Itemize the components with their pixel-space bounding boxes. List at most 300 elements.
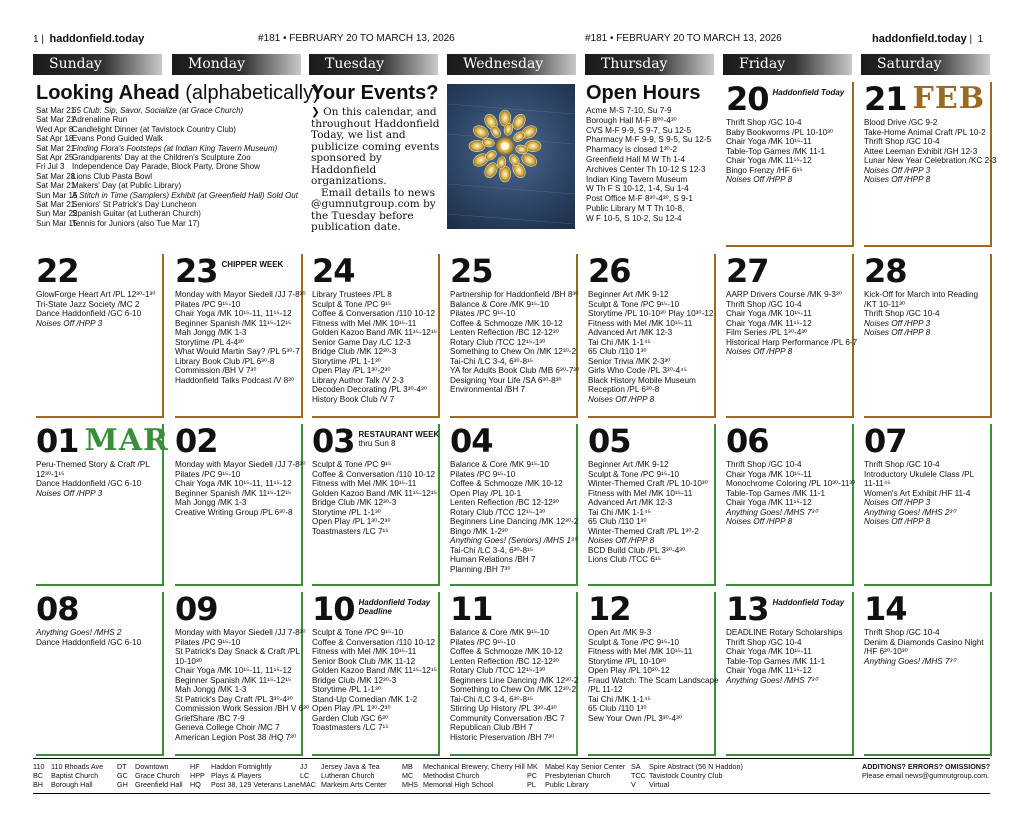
event-item: Noises Off /HPP 3 (36, 488, 103, 498)
legend-entry (402, 780, 525, 789)
day-number: 25 (450, 252, 493, 290)
event-item: Fraud Watch: The Scam Landscape (588, 675, 719, 685)
day-heading (312, 254, 438, 288)
event-item: Golden Kazoo Band /MK 11¹⁵-12¹⁵ (312, 666, 437, 675)
event-list (864, 628, 990, 666)
event-item: History Book Club /V 7 (312, 394, 395, 404)
event-item: Rotary Club /TCC 12¹⁵-1³⁰ (450, 666, 546, 675)
event-item: Community Conversation /BC 7 (450, 713, 565, 723)
your-events-body: ❯ On this calendar, and throughout Haddonfield Today, we list and publicize coming events sponsored by Haddonfield organizations. (311, 106, 440, 187)
event-item: Bridge Club /MK 12³⁰-3 (312, 347, 397, 356)
legend-place: Spire Abstract (56 N Haddon) (649, 762, 743, 771)
event-title: Adrenaline Run (72, 115, 128, 125)
event-item: Thrift Shop /GC 10-4 (726, 299, 802, 309)
looking-ahead-subtitle: (alphabetically) (185, 82, 320, 104)
page-number: 1 (33, 34, 39, 45)
event-item: Storytime /PL 1-1³⁰ (312, 356, 381, 366)
day-tag: RESTAURANT WEEK thru Sun 8 (358, 430, 440, 448)
legend-place: Memorial High School (423, 780, 494, 789)
event-item: Historic Preservation /BH 7³⁰ (450, 732, 555, 742)
event-item: Noises Off /HPP 8 (588, 536, 655, 545)
day-cell-13 (726, 592, 854, 756)
event-item: 65 Club /110 1³⁰ (588, 517, 647, 526)
event-item: Table-Top Games /MK 11-1 (726, 488, 826, 498)
day-heading (36, 592, 162, 626)
legend-entry (527, 762, 625, 771)
event-item: What Would Martin Say? /PL 5³⁰-7 (175, 347, 300, 356)
day-cell-03 (312, 424, 440, 586)
legend-column (33, 762, 103, 789)
event-date: Sat Mar 21 (36, 143, 76, 153)
event-date: Sat Mar 21 (36, 115, 76, 125)
month-label: MAR (84, 423, 169, 458)
legend-entry (300, 780, 387, 789)
legend-entry (402, 771, 525, 780)
event-item: Beginners Line Dancing /MK 12³⁰-2 (450, 517, 579, 526)
day-cell-28 (864, 254, 992, 418)
event-item: Noises Off /HPP 3 (864, 498, 931, 507)
day-number: 20 (726, 80, 769, 118)
event-item: DEADLINE Rotary Scholarships (726, 628, 843, 637)
day-heading (726, 424, 852, 458)
event-item: Pilates /PC 9¹⁵-10 (450, 637, 516, 647)
event-item: Creative Writing Group /PL 6³⁰-8 (175, 507, 293, 517)
day-tag: Haddonfield Today Deadline (358, 598, 431, 616)
legend-column (402, 762, 525, 789)
event-item: Monochrome Coloring /PL 10³⁰-11³⁰ (726, 479, 856, 488)
legend-place: Greenfield Hall (135, 780, 183, 789)
legend-place: Borough Hall (51, 780, 93, 789)
legend-place: Public Library (545, 780, 589, 789)
event-item: Republican Club /BH 7 (450, 723, 533, 732)
legend-entry (402, 762, 525, 771)
day-cell-10 (312, 592, 440, 756)
legend-code: MC (402, 771, 414, 780)
event-item: Beginner Spanish /MK 11¹⁵-12¹⁵ (175, 318, 292, 328)
event-item: Toastmasters /LC 7¹⁵ (312, 526, 389, 536)
event-item: Chair Yoga /MK 11¹⁵-12 (726, 666, 812, 675)
event-item: Blood Drive /GC 9-2 (864, 118, 938, 127)
event-item: Sew Your Own /PL 3³⁰-4³⁰ (588, 713, 683, 723)
day-header-friday: Friday (723, 54, 852, 75)
legend-code: BH (33, 780, 43, 789)
event-item: Thrift Shop /GC 10-4 (864, 137, 940, 146)
open-hours-item: Borough Hall M-F 8⁰⁰-4³⁰ (586, 115, 677, 125)
event-item: Designing Your Life /SA 6³⁰-8³⁰ (450, 375, 562, 385)
day-heading (450, 254, 576, 288)
day-number: 23 (175, 252, 218, 290)
additions-title: ADDITIONS? ERRORS? OMISSIONS? (862, 762, 991, 771)
legend-entry (527, 771, 625, 780)
legend-code: MHS (402, 780, 418, 789)
legend-code: DT (117, 762, 127, 771)
legend-entry (300, 771, 387, 780)
legend-column (300, 762, 387, 789)
event-item: Sculpt & Tone /PC 9¹⁵ (312, 299, 392, 309)
event-item: Tai Chi /MK 1-1⁴⁵ (588, 694, 651, 704)
event-item: Tai Chi /MK 1-1⁴⁵ (588, 337, 651, 347)
event-item: Beginner Spanish /MK 11¹⁵-12¹⁵ (175, 675, 292, 685)
event-item: Fitness with Mel /MK 10¹⁵-11 (312, 647, 417, 656)
event-item: Noises Off /HPP 3 (864, 318, 931, 328)
event-item: Baby Bookworms /PL 10-10³⁰ (726, 127, 834, 137)
day-heading (864, 254, 990, 288)
day-number: 06 (726, 422, 769, 460)
day-number: 09 (175, 590, 218, 628)
event-item: Commission /BH V 7³⁰ (175, 366, 257, 375)
event-item: AARP Drivers Course /MK 9-3³⁰ (726, 290, 842, 299)
event-item: Chair Yoga /MK 10¹⁵-11, 11¹⁵-12 (175, 309, 292, 318)
day-heading (726, 82, 852, 116)
legend-place: Post 38, 129 Veterans Lane (211, 780, 300, 789)
event-item: Tai-Chi /LC 3-4, 6³⁰-8¹⁵ (450, 545, 534, 555)
event-item: Advanced Art /MK 12-3 (588, 328, 673, 337)
event-list (588, 460, 714, 565)
event-title: 65 Club: Sip, Savor, Socialize (at Grace Church) (72, 106, 244, 115)
looking-ahead-item (36, 153, 301, 162)
legend-place: Virtual (649, 780, 670, 789)
event-item: Dance Haddonfield /GC 6-10 (36, 309, 142, 318)
looking-ahead-item (36, 115, 301, 124)
event-item: GlowForge Heart Art /PL 12³⁰-1³⁰ (36, 290, 156, 299)
legend-entry (190, 780, 300, 789)
event-item: Thrift Shop /GC 10-4 (726, 637, 802, 647)
open-hours-item: Post Office M-F 8³⁰-4³⁰, S 9-1 (586, 194, 693, 204)
day-number: 28 (864, 252, 907, 290)
day-heading (588, 592, 714, 626)
event-item: Beginner Art /MK 9-12 (588, 460, 669, 469)
day-number: 27 (726, 252, 769, 290)
event-item: Storytime /PL 10-10³⁰ Play 10³⁰-12 (588, 309, 714, 318)
event-title: Lions Club Pasta Bowl (72, 171, 153, 181)
legend-place: Haddon Fortnightly (211, 762, 272, 771)
event-list (726, 460, 856, 527)
event-item: Noises Off /HPP 8 (864, 517, 931, 526)
issue-label-left: #181 • FEBRUARY 20 TO MARCH 13, 2026 (258, 33, 455, 44)
looking-ahead-item (36, 191, 301, 200)
event-title: Finding Flora's Footsteps (at Indian King Tavern Museum) (72, 143, 278, 153)
event-title: Grandparents' Day at the Children's Sculpture Zoo (72, 153, 251, 163)
event-item: Balance & Core /MK 9¹⁵-10 (450, 628, 549, 637)
event-title: Makers' Day (at Public Library) (72, 181, 182, 191)
event-item: Attee Leeman Exhibit /GH 12-3 (864, 146, 978, 156)
event-item: 10-10³⁰ (175, 656, 202, 666)
event-item: YA for Adults Book Club /MB 6³⁰-7³⁰ (450, 366, 580, 375)
event-title: Spanish Guitar (at Lutheran Church) (72, 209, 201, 219)
event-item: Planning /BH 7³⁰ (450, 564, 511, 574)
open-hours-item: Archives Center Th 10-12 S 12-3 (586, 164, 706, 174)
open-hours-item: Pharmacy is closed 1³⁰-2 (586, 145, 678, 155)
day-number: 02 (175, 422, 218, 460)
event-item: Open Play /PL 1³⁰-2³⁰ (312, 366, 391, 375)
day-cell-20 (726, 82, 854, 247)
event-item: Library Author Talk /V 2-3 (312, 375, 404, 385)
legend-place: Jersey Java & Tea (321, 762, 380, 771)
legend-place: Markeim Arts Center (321, 780, 387, 789)
event-item: Mah Jongg /MK 1-3 (175, 498, 247, 507)
event-item: Pilates /PC 9¹⁵-10 (175, 299, 241, 309)
event-date: Sun Mar 15 (36, 218, 78, 228)
event-item: Table-Top Games /MK 11-1 (726, 146, 826, 156)
event-item: Library Trustees /PL 8 (312, 290, 392, 299)
event-item: /KT 10-11³⁰ (864, 299, 906, 309)
open-hours-list (586, 106, 716, 224)
legend-column (117, 762, 183, 789)
looking-ahead-item (36, 219, 301, 228)
event-list (312, 290, 438, 404)
event-item: Open Play /PL 1³⁰-2³⁰ (312, 704, 391, 713)
event-list (450, 628, 579, 742)
legend-code: MB (402, 762, 413, 771)
event-item: Tai-Chi /LC 3-4, 6³⁰-8¹⁵ (450, 694, 534, 704)
open-hours-item: Greenfield Hall M W Th 1-4 (586, 154, 686, 164)
event-item: 65 Club /110 1³⁰ (588, 347, 647, 356)
event-item: Monday with Mayor Siedell /JJ 7-8³⁰ (175, 290, 306, 299)
event-date: Sat Mar 21 (36, 200, 76, 210)
event-list (450, 290, 580, 395)
event-item: Anything Goes! /MHS 7³⁰ (726, 675, 818, 685)
legend-column (190, 762, 300, 789)
day-cell-06 (726, 424, 854, 586)
legend-code: GH (117, 780, 128, 789)
event-list (864, 118, 997, 185)
event-item: Open Play /PL 10³⁰-12 (588, 666, 670, 675)
event-item: Pilates /PC 9¹⁵-10 (175, 469, 241, 479)
open-hours-title: Open Hours (586, 82, 701, 104)
event-item: Storytime /PL 10-10³⁰ (588, 656, 667, 666)
event-item: Fitness with Mel /MK 10¹⁵-11 (312, 479, 417, 488)
event-item: Thrift Shop /GC 10-4 (864, 309, 940, 318)
event-item: Pilates /PC 9¹⁵-10 (450, 309, 516, 318)
day-cell-22 (36, 254, 164, 418)
legend-entry (117, 780, 183, 789)
event-item: 11-11⁴⁵ (864, 479, 891, 488)
event-item: Anything Goes! /MHS 2 (36, 628, 122, 637)
event-item: Thrift Shop /GC 10-4 (864, 628, 940, 637)
event-item: Lenten Reflection /BC 12-12³⁰ (450, 498, 559, 507)
event-title: Tennis for Juniors (also Tue Mar 17) (72, 218, 200, 228)
event-item: Girls Who Code /PL 3³⁰-4⁴⁵ (588, 366, 688, 375)
event-item: Pilates /PC 9¹⁵-10 (450, 469, 516, 479)
day-heading (450, 424, 576, 458)
day-heading (864, 424, 990, 458)
day-number: 13 (726, 590, 769, 628)
open-hours-item: CVS M-F 9-9, S 9-7, Su 12-5 (586, 125, 692, 135)
legend-place: Plays & Players (211, 771, 262, 780)
event-item: Open Play /PL 10-1 (450, 488, 522, 498)
event-item: /HF 6³⁰-10³⁰ (864, 647, 908, 656)
day-header-monday: Monday (172, 54, 301, 75)
legend-place: 110 Rhoads Ave (51, 762, 104, 771)
event-list (36, 628, 162, 647)
looking-ahead-item (36, 209, 301, 218)
event-item: Human Relations /BH 7 (450, 555, 536, 564)
flower-brooch-image (447, 84, 575, 229)
looking-ahead-item (36, 144, 301, 153)
event-item: American Legion Post 38 /HQ 7³⁰ (175, 732, 297, 742)
day-cell-23 (175, 252, 306, 418)
day-cell-11 (450, 592, 578, 756)
legend-entry (527, 780, 625, 789)
event-item: Mah Jongg /MK 1-3 (175, 685, 247, 694)
event-item: Beginners Line Dancing /MK 12³⁰-2 (450, 675, 579, 685)
event-item: Tai Chi /MK 1-1⁴⁵ (588, 507, 651, 517)
day-heading (36, 254, 162, 288)
day-number: 08 (36, 590, 79, 628)
looking-ahead-item (36, 134, 301, 143)
day-cell-08 (36, 592, 164, 756)
event-title: Candlelight Dinner (at Tavistock Country Club) (72, 124, 236, 134)
day-cell-05 (588, 424, 716, 586)
right-page-header: haddonfield.today | 1 (872, 33, 984, 45)
legend-entry (190, 771, 300, 780)
legend-entry (631, 771, 743, 780)
event-item: Environmental /BH 7 (450, 385, 526, 394)
looking-ahead-item (36, 172, 301, 181)
day-number: 26 (588, 252, 631, 290)
event-item: Introductory Ukulele Class /PL (864, 469, 975, 479)
day-header-tuesday: Tuesday (309, 54, 438, 75)
event-item: Lenten Reflection /BC 12-12³⁰ (450, 328, 559, 337)
day-number: 10 (312, 590, 355, 628)
legend-place: Baptist Church (51, 771, 99, 780)
day-tag: Haddonfield Today (772, 88, 845, 97)
event-item: Coffee & Schmooze /MK 10-12 (450, 647, 563, 656)
event-item: Noises Off /HPP 8 (864, 175, 931, 184)
legend-code: MK (527, 762, 538, 771)
day-number: 01 (36, 422, 79, 460)
event-item: Something to Chew On /MK 12³⁰-2 (450, 347, 577, 356)
event-item: Chair Yoga /MK 11¹⁵-12 (726, 318, 812, 328)
event-item: Coffee & Conversation /110 10-12 (312, 469, 436, 479)
legend-code: PL (527, 780, 536, 789)
event-item: Fitness with Mel /MK 10¹⁵-11 (588, 647, 693, 656)
event-item: Reception /PL 6³⁰-8 (588, 385, 660, 394)
day-heading (312, 424, 438, 458)
additions-note (862, 762, 990, 780)
event-list (726, 628, 852, 685)
open-hours-item: W Th F S 10-12, 1-4, Su 1-4 (586, 184, 689, 194)
event-list (588, 628, 719, 723)
day-number: 14 (864, 590, 907, 628)
day-cell-27 (726, 252, 858, 418)
event-item: Coffee & Schmooze /MK 10-12 (450, 318, 563, 328)
day-number: 12 (588, 590, 631, 628)
event-item: Lunar New Year Celebration /KC 2-3 (864, 156, 997, 165)
event-item: Partnership for Haddonfield /BH 8³⁰ (450, 290, 579, 299)
event-date: Sat Apr 18 (36, 134, 74, 144)
event-list (726, 118, 852, 185)
event-item: Sculpt & Tone /PC 9¹⁵-10 (588, 637, 680, 647)
event-item: Senior Game Day /LC 12-3 (312, 337, 411, 347)
day-heading (588, 424, 714, 458)
looking-ahead-item (36, 181, 301, 190)
legend-code: GC (117, 771, 128, 780)
event-item: Chair Yoga /MK 11¹⁵-12 (726, 498, 812, 507)
event-list (864, 460, 990, 527)
legend-entry (117, 771, 183, 780)
event-item: Sculpt & Tone /PC 9¹⁵-10 (312, 628, 404, 637)
event-item: Rotary Club /TCC 12¹⁵-1³⁰ (450, 507, 546, 517)
event-item: Thrift Shop /GC 10-4 (726, 118, 802, 127)
event-item: Bingo /MK 1-2³⁰ (450, 526, 508, 536)
open-hours (586, 82, 716, 247)
event-item: Senior Book Club /MK 11-12 (312, 656, 416, 666)
day-number: 22 (36, 252, 79, 290)
event-item: Anything Goes! /MHS 2³⁰ (864, 507, 956, 517)
legend-code: JJ (300, 762, 308, 771)
event-item: Mah Jongg /MK 1-3 (175, 328, 247, 337)
event-item: Winter-Themed Craft /PL 1³⁰-2 (588, 526, 699, 536)
event-item: Take-Home Animal Craft /PL 10-2 (864, 127, 986, 137)
event-date: Sat Mar 21 (36, 106, 76, 115)
event-item: Noises Off /HPP 8 (726, 517, 793, 526)
legend-entry (631, 762, 743, 771)
day-heading (312, 592, 438, 626)
day-cell-02 (175, 422, 306, 586)
event-item: Winter-Themed Craft /PL 10-10³⁰ (588, 479, 708, 488)
event-item: Stand-Up Comedian /MK 1-2 (312, 694, 418, 704)
event-item: Anything Goes! (Seniors) /MHS 1³⁰ (450, 536, 578, 545)
event-item: Chair Yoga /MK 10¹⁵-11 (726, 647, 812, 656)
event-item: Monday with Mayor Siedell /JJ 7-8³⁰ (175, 460, 306, 469)
event-item: Storytime /PL 1-1³⁰ (312, 685, 381, 694)
event-item: Fitness with Mel /MK 10¹⁵-11 (312, 318, 417, 328)
looking-ahead-item (36, 162, 301, 171)
event-item: Golden Kazoo Band /MK 11¹⁵-12¹⁵ (312, 488, 437, 498)
day-tag: CHIPPER WEEK (221, 260, 284, 269)
day-header-wednesday: Wednesday (447, 54, 576, 75)
event-item: Chair Yoga /MK 10¹⁵-11 (726, 469, 812, 479)
open-hours-item: Indian King Tavern Museum (586, 174, 688, 184)
event-list (588, 290, 714, 404)
legend-entry (33, 771, 103, 780)
legend-entry (117, 762, 183, 771)
event-item: Tri-State Jazz Society /MC 2 (36, 299, 140, 309)
event-item: St Patrick's Day Snack & Craft /PL (175, 647, 300, 656)
day-cell-14 (864, 592, 992, 756)
event-item: /PL 11-12 (588, 685, 623, 694)
event-list (36, 290, 162, 328)
open-hours-item: Public Library M T Th 10-8, (586, 203, 685, 213)
event-list (36, 460, 162, 498)
legend-code: PC (527, 771, 537, 780)
event-item: Noises Off /HPP 3 (864, 165, 931, 175)
open-hours-item: W F 10-5, S 10-2, Su 12-4 (586, 213, 682, 223)
day-heading (864, 82, 990, 116)
day-number: 05 (588, 422, 631, 460)
event-item: Coffee & Conversation /110 10-12 (312, 309, 436, 318)
event-item: Lions Club /TCC 6¹⁵ (588, 555, 662, 564)
event-item: Thrift Shop /GC 10-4 (726, 460, 802, 469)
day-number: 11 (450, 590, 493, 628)
day-tag: Haddonfield Today (772, 598, 845, 607)
event-item: Chair Yoga /MK 10¹⁵-11, 11¹⁵-12 (175, 479, 292, 488)
legend-column (631, 762, 743, 789)
legend-place: Methodist Church (423, 771, 480, 780)
event-item: Lenten Reflection /BC 12-12³⁰ (450, 656, 559, 666)
day-number: 03 (312, 422, 355, 460)
looking-ahead-title: Looking Ahead (36, 82, 180, 104)
event-item: Bridge Club /MK 12³⁰-3 (312, 675, 397, 685)
event-item: Library Book Club /PL 6³⁰-8 (175, 356, 275, 366)
event-item: Advanced Art /MK 12-3 (588, 498, 673, 507)
event-item: Balance & Core /MK 9¹⁵-10 (450, 299, 549, 309)
event-item: Open Art /MK 9-3 (588, 628, 652, 637)
event-item: Open Play /PL 1³⁰-2³⁰ (312, 517, 391, 526)
site-name: haddonfield.today (872, 33, 967, 45)
day-header-thursday: Thursday (585, 54, 714, 75)
